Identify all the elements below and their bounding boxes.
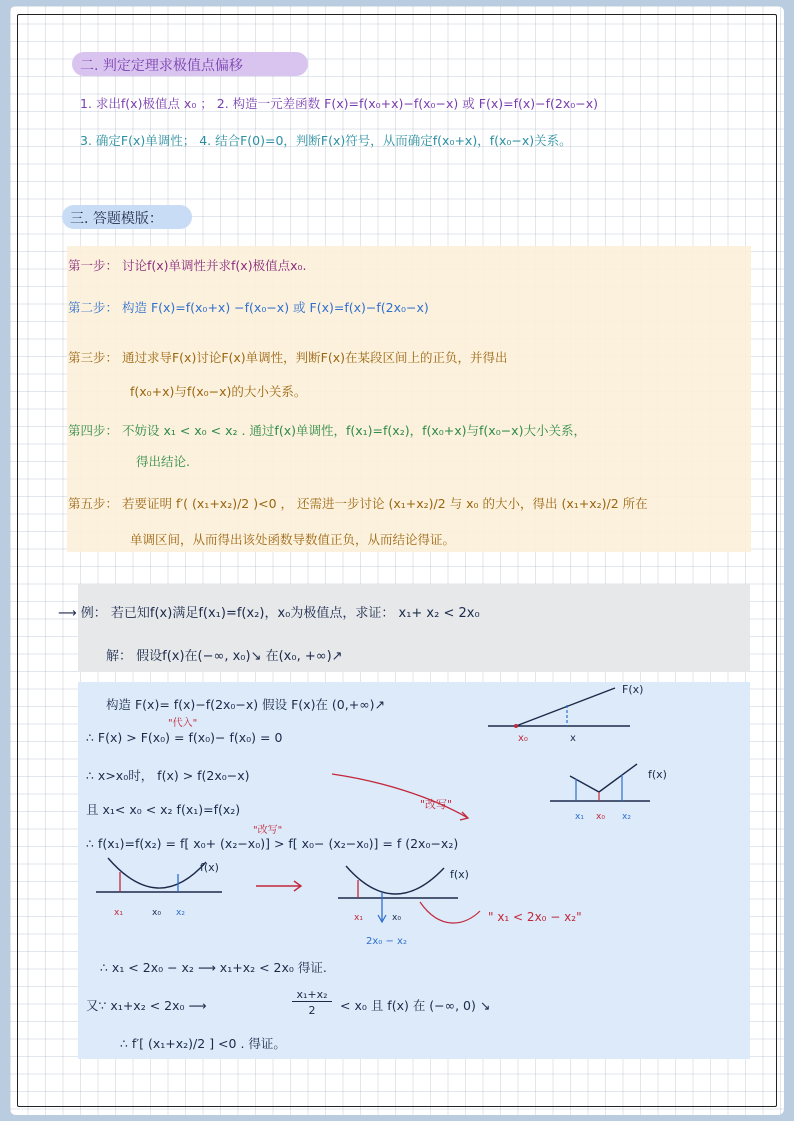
section2-heading: 二. 判定定理求极值点偏移 [80,58,243,74]
ineq-note: " x₁ < 2x₀ − x₂" [488,910,582,924]
graph3-tick-x1: x₁ [114,908,123,918]
graph1-x0: x₀ [518,733,528,744]
graph2-tick-x1: x₁ [575,812,584,822]
example-line2: 解： 假设f(x)在(−∞, x₀)↘ 在(x₀, +∞)↗ [106,649,343,664]
notebook-page [10,6,784,1115]
step2: 第二步： 构造 F(x)=f(x₀+x) −f(x₀−x) 或 F(x)=f(x)−f(2x₀−x) [68,300,429,315]
graph4-tick-x0: x₀ [392,913,401,923]
graph4-tick-x1: x₁ [354,913,363,923]
graph1-x: x [570,733,576,744]
solution-line5: ∴ f(x₁)=f(x₂) = f[ x₀+ (x₂−x₀)] > f[ x₀− (x₂−x₀)] = f (2x₀−x₂) [86,836,459,851]
solution-line8: ∴ f′[ (x₁+x₂)/2 ] <0 . 得证。 [120,1036,286,1051]
step4-line1: 第四步： 不妨设 x₁ < x₀ < x₂ . 通过f(x)单调性，f(x₁)=f(x₂)，f(x₀+x)与f(x₀−x)大小关系， [68,423,586,438]
rewrite-arrow [332,774,468,818]
solution-line4: 且 x₁< x₀ < x₂ f(x₁)=f(x₂) [86,802,241,817]
step3-line2: f(x₀+x)与f(x₀−x)的大小关系。 [130,384,307,399]
graph4-label: f(x) [450,868,469,881]
arrow-right [256,881,301,891]
graph3 [96,858,222,892]
graph3-tick-x2: x₂ [176,908,185,918]
note-substitute: "代入" [168,718,198,729]
graph3-tick-x0: x₀ [152,908,161,918]
frac-top: x₁+x₂ [292,988,332,1002]
section2-line1: 1. 求出f(x)极值点 x₀ ； 2. 构造一元差函数 F(x)=f(x₀+x)−f(x₀−x) 或 F(x)=f(x)−f(2x₀−x) [80,96,598,111]
graph1-label: F(x) [622,683,644,696]
example-line1: ⟶ 例： 若已知f(x)满足f(x₁)=f(x₂)，x₀为极值点，求证： x₁+ x₂ < 2x₀ [58,606,480,621]
step3-line1: 第三步： 通过求导F(x)讨论F(x)单调性，判断F(x)在某段区间上的正负，并得出 [68,350,508,365]
solution-line2: ∴ F(x) > F(x₀) = f(x₀)− f(x₀) = 0 [86,730,283,745]
graph2-label: f(x) [648,768,667,781]
graph4-under-label: 2x₀ − x₂ [366,936,407,947]
frac-bottom: 2 [308,1004,316,1017]
graph2-tick-x2: x₂ [622,812,631,822]
graph1 [488,688,630,728]
section2-line2: 3. 确定F(x)单调性； 4. 结合F(0)=0，判断F(x)符号，从而确定f(x₀+x)，f(x₀−x)关系。 [80,133,572,148]
section3-heading: 三. 答题模版： [70,211,163,227]
note-rewrite-2: "改写" [253,825,283,836]
solution-line6: ∴ x₁ < 2x₀ − x₂ ⟶ x₁+x₂ < 2x₀ 得证. [100,960,327,975]
step1: 第一步： 讨论f(x)单调性并求f(x)极值点x₀. [68,258,307,273]
step5-line1: 第五步： 若要证明 f′( (x₁+x₂)/2 )<0 ， 还需进一步讨论 (x₁+x₂)/2 与 x₀ 的大小，得出 (x₁+x₂)/2 所在 [68,496,648,511]
sketch-layer [10,6,784,1115]
solution-line7b: < x₀ 且 f(x) 在 (−∞, 0) ↘ [340,998,491,1013]
note-rewrite-1: "改写" [420,798,453,811]
step4-line2: 得出结论. [136,454,190,469]
solution-line1: 构造 F(x)= f(x)−f(2x₀−x) 假设 F(x)在 (0,+∞)↗ [106,697,385,712]
step5-line2: 单调区间，从而得出该处函数导数值正负，从而结论得证。 [130,532,456,547]
graph4 [338,866,480,923]
graph2-tick-x0: x₀ [596,812,605,822]
solution-line7a: 又∵ x₁+x₂ < 2x₀ ⟶ [86,998,207,1013]
graph2 [550,764,650,801]
solution-line3: ∴ x>x₀时， f(x) > f(2x₀−x) [86,768,250,783]
graph3-label: f(x) [200,861,219,874]
